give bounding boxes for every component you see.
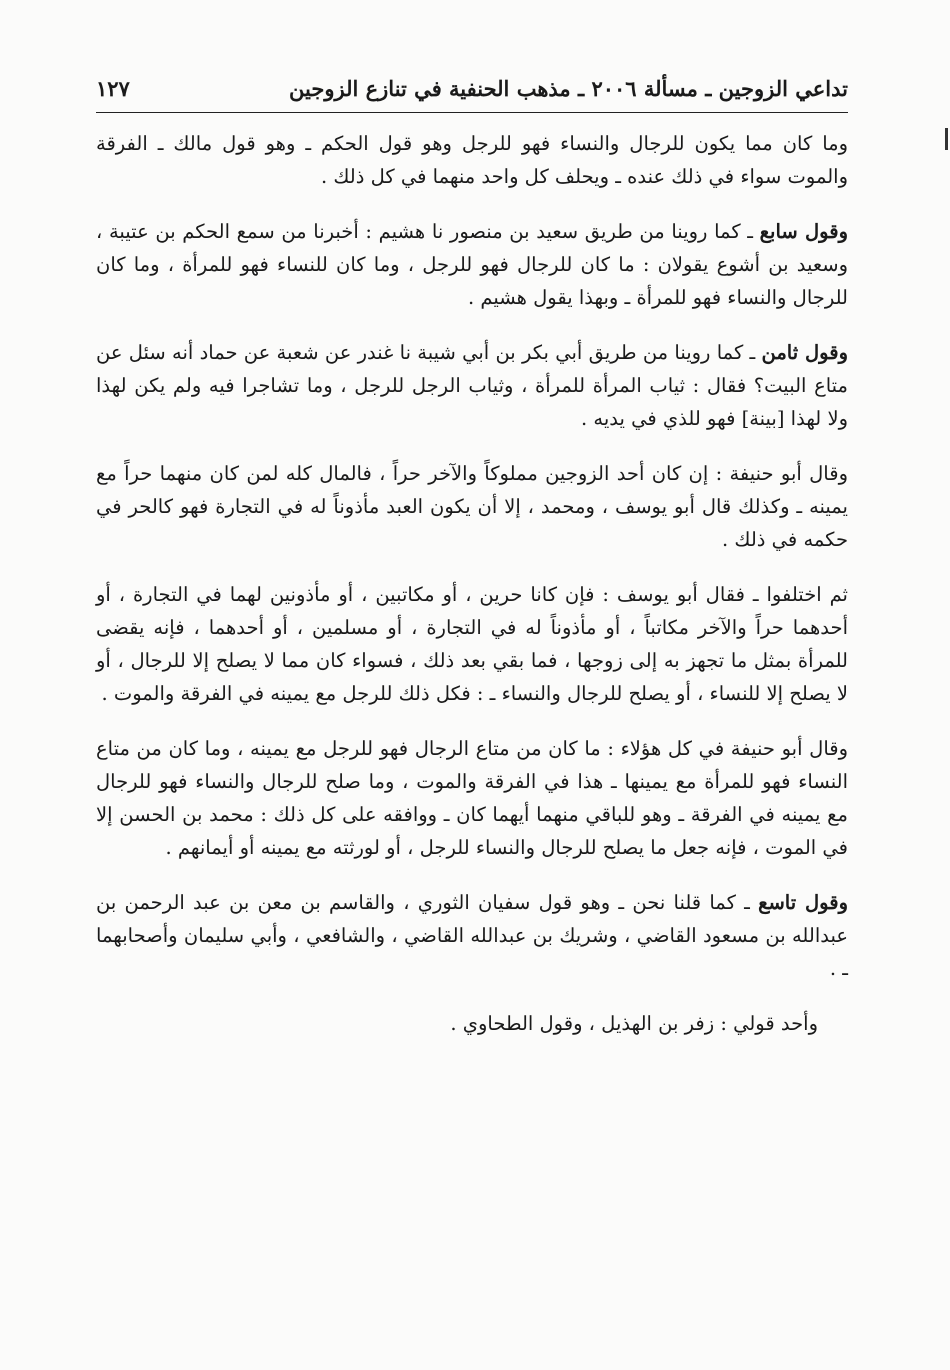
paragraph-text: وما كان مما يكون للرجال والنساء فهو للرجل وهو قول الحكم ـ وهو قول مالك ـ الفرقة والموت سواء في ذلك عنده ـ ويحلف كل واحد منهما في كل ذلك .: [96, 132, 848, 188]
paragraph-text: وقال أبو حنيفة : إن كان أحد الزوجين مملوكاً والآخر حراً ، فالمال كله لمن كان منهما حراً مع يمينه ـ وكذلك قال أبو يوسف ، ومحمد ، إلا أن يكون العبد مأذوناً له في التجارة فهو كالحر في حكمه في ذلك .: [96, 462, 848, 551]
paragraph-lead: وقول ثامن: [761, 341, 848, 364]
paragraph-text: وأحد قولي : زفر بن الهذيل ، وقول الطحاوي .: [450, 1012, 818, 1035]
paragraph-lead: وقول تاسع: [758, 891, 848, 914]
paragraph-5: [96, 578, 848, 710]
paragraph-text: ـ كما روينا من طريق سعيد بن منصور نا هشيم : أخبرنا من سمع الحكم بن عتيبة ، وسعيد بن أشوع يقولان : ما كان للرجال فهو للرجل ، وما كان للنساء فهو للمرأة ، وما كان للرجال والنساء فهو للمرأة ـ وبهذا يقول هشيم .: [96, 220, 848, 309]
paragraph-4: [96, 457, 848, 556]
page-number: ١٢٧: [96, 76, 130, 101]
paragraph-7: [96, 886, 848, 985]
margin-mark: [945, 128, 948, 150]
paragraph-3: [96, 336, 848, 435]
body-text: [96, 127, 848, 1040]
paragraph-text: ـ كما روينا من طريق أبي بكر بن أبي شيبة نا غندر عن شعبة عن حماد أنه سئل عن متاع البيت؟ فقال : ثياب المرأة للمرأة ، وثياب الرجل للرجل ، وما تشاجرا فيه ولم يكن لهذا ولا لهذا [بينة] فهو للذي في يديه .: [96, 341, 848, 430]
paragraph-text: ثم اختلفوا ـ فقال أبو يوسف : فإن كانا حرين ، أو مكاتبين ، أو مأذونين لهما في التجارة ، أو أحدهما حراً والآخر مكاتباً ، أو مأذوناً له في التجارة ، أو مسلمين ، أو أحدهما ، فإنه يقضى للمرأة بمثل ما تجهز به إلى زوجها ، فما بقي بعد ذلك ، فسواء كان مما لا يصلح إلا للرجال ، أو لا يصلح إلا للنساء ، أو يصلح للرجال والنساء ـ : فكل ذلك للرجل مع يمينه في الفرقة والموت .: [96, 583, 848, 705]
paragraph-text: ـ كما قلنا نحن ـ وهو قول سفيان الثوري ، والقاسم بن معن بن عبد الرحمن بن عبدالله بن مسعود القاضي ، وشريك بن عبدالله القاضي ، والشافعي ، وأبي سليمان وأصحابهما ـ .: [96, 891, 848, 980]
paragraph-6: [96, 732, 848, 864]
book-page: [96, 70, 848, 1062]
page-header: [96, 70, 848, 113]
paragraph-1: [96, 127, 848, 193]
paragraph-2: [96, 215, 848, 314]
paragraph-text: وقال أبو حنيفة في كل هؤلاء : ما كان من متاع الرجال فهو للرجل مع يمينه ، وما كان من متاع النساء فهو للمرأة مع يمينها ـ هذا في الفرقة والموت ، وما صلح للرجال والنساء فهو للرجال مع يمينه في الفرقة ـ وهو للباقي منهما أيهما كان ـ ووافقه على كل ذلك : محمد بن الحسن إلا في الموت ، فإنه جعل ما يصلح للرجال والنساء للرجل ، أو لورثته مع يمينه أو أيمانهم .: [96, 737, 848, 859]
running-title: تداعي الزوجين ـ مسألة ٢٠٠٦ ـ مذهب الحنفية في تنازع الزوجين: [289, 76, 848, 101]
paragraph-lead: وقول سابع: [759, 220, 848, 243]
paragraph-8: [96, 1007, 848, 1040]
